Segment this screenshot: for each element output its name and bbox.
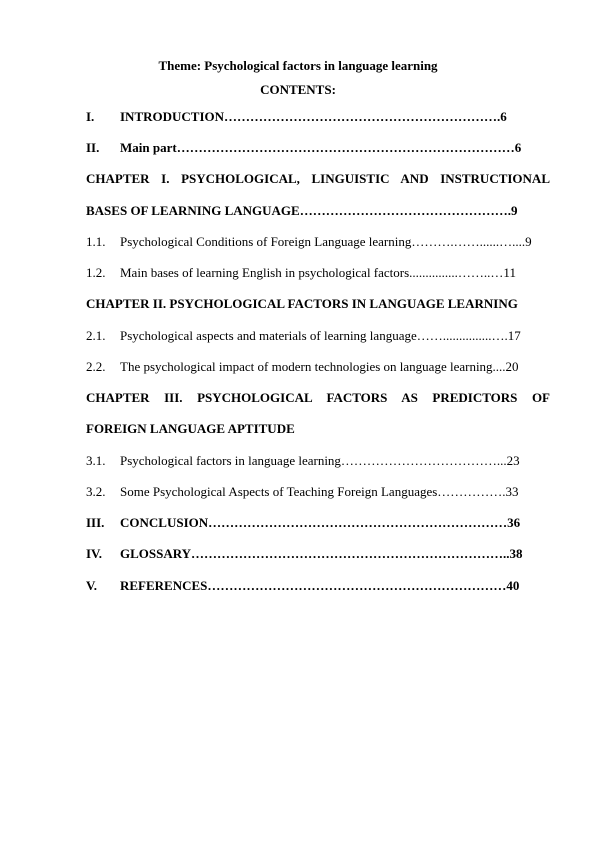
toc-chapter-3-line-2 [86, 420, 550, 438]
toc-text: Main bases of learning English in psychological factors...............……..…11 [120, 265, 516, 280]
toc-entry-1-2 [86, 264, 550, 282]
theme-title: Theme: Psychological factors in language learning [158, 58, 438, 73]
toc-entry-conclusion [86, 514, 550, 532]
toc-text: GLOSSARY………………………………………………………………..38 [120, 546, 523, 561]
toc-entry-3-1 [86, 452, 550, 470]
toc-entry-main-part [86, 139, 550, 157]
toc-number: 1.2. [86, 265, 106, 280]
toc-entry-2-2 [86, 358, 550, 376]
toc-text: Main part……………………………………………………………………6 [120, 140, 522, 155]
contents-heading: CONTENTS: [260, 82, 336, 97]
toc-number: IV. [86, 546, 103, 561]
toc-number: II. [86, 140, 100, 155]
toc-chapter-2 [86, 295, 550, 313]
toc-text: CHAPTER I. PSYCHOLOGICAL, LINGUISTIC AND INSTRUCTIONAL [86, 171, 550, 186]
toc-text: CHAPTER III. PSYCHOLOGICAL FACTORS AS PREDICTORS OF [86, 390, 550, 405]
toc-number: V. [86, 578, 97, 593]
toc-text: Psychological factors in language learning………………………………...23 [120, 453, 520, 468]
toc-text: INTRODUCTION……………………………………………………….6 [120, 109, 507, 124]
toc-number: 3.2. [86, 484, 106, 499]
toc-number: 3.1. [86, 453, 106, 468]
toc-text: CONCLUSION……………………………………………………………36 [120, 515, 521, 530]
toc-number: 2.2. [86, 359, 106, 374]
toc-text: Psychological aspects and materials of learning language……...............….17 [120, 328, 521, 343]
toc-text: Some Psychological Aspects of Teaching Foreign Languages…………….33 [120, 484, 519, 499]
toc-chapter-3-line-1 [86, 389, 550, 407]
toc-entry-2-1 [86, 327, 550, 345]
toc-number: 1.1. [86, 234, 106, 249]
toc-text: CHAPTER II. PSYCHOLOGICAL FACTORS IN LANGUAGE LEARNING [86, 296, 518, 311]
toc-text: REFERENCES……………………………………………………………40 [120, 578, 520, 593]
toc-number: I. [86, 109, 95, 124]
toc-chapter-1-line-2 [86, 202, 550, 220]
toc-entry-1-1 [86, 233, 550, 251]
toc-number: 2.1. [86, 328, 106, 343]
toc-text: BASES OF LEARNING LANGUAGE………………………………………….9 [86, 203, 518, 218]
toc-number: III. [86, 515, 105, 530]
toc-entry-3-2 [86, 483, 550, 501]
toc-chapter-1-line-1 [86, 170, 550, 188]
toc-text: FOREIGN LANGUAGE APTITUDE [86, 421, 295, 436]
toc-entry-introduction [86, 108, 550, 126]
toc-text: Psychological Conditions of Foreign Language learning……….……......…....9 [120, 234, 532, 249]
toc-entry-glossary [86, 545, 550, 563]
toc-text: The psychological impact of modern technologies on language learning....20 [120, 359, 519, 374]
toc-entry-references [86, 577, 550, 595]
